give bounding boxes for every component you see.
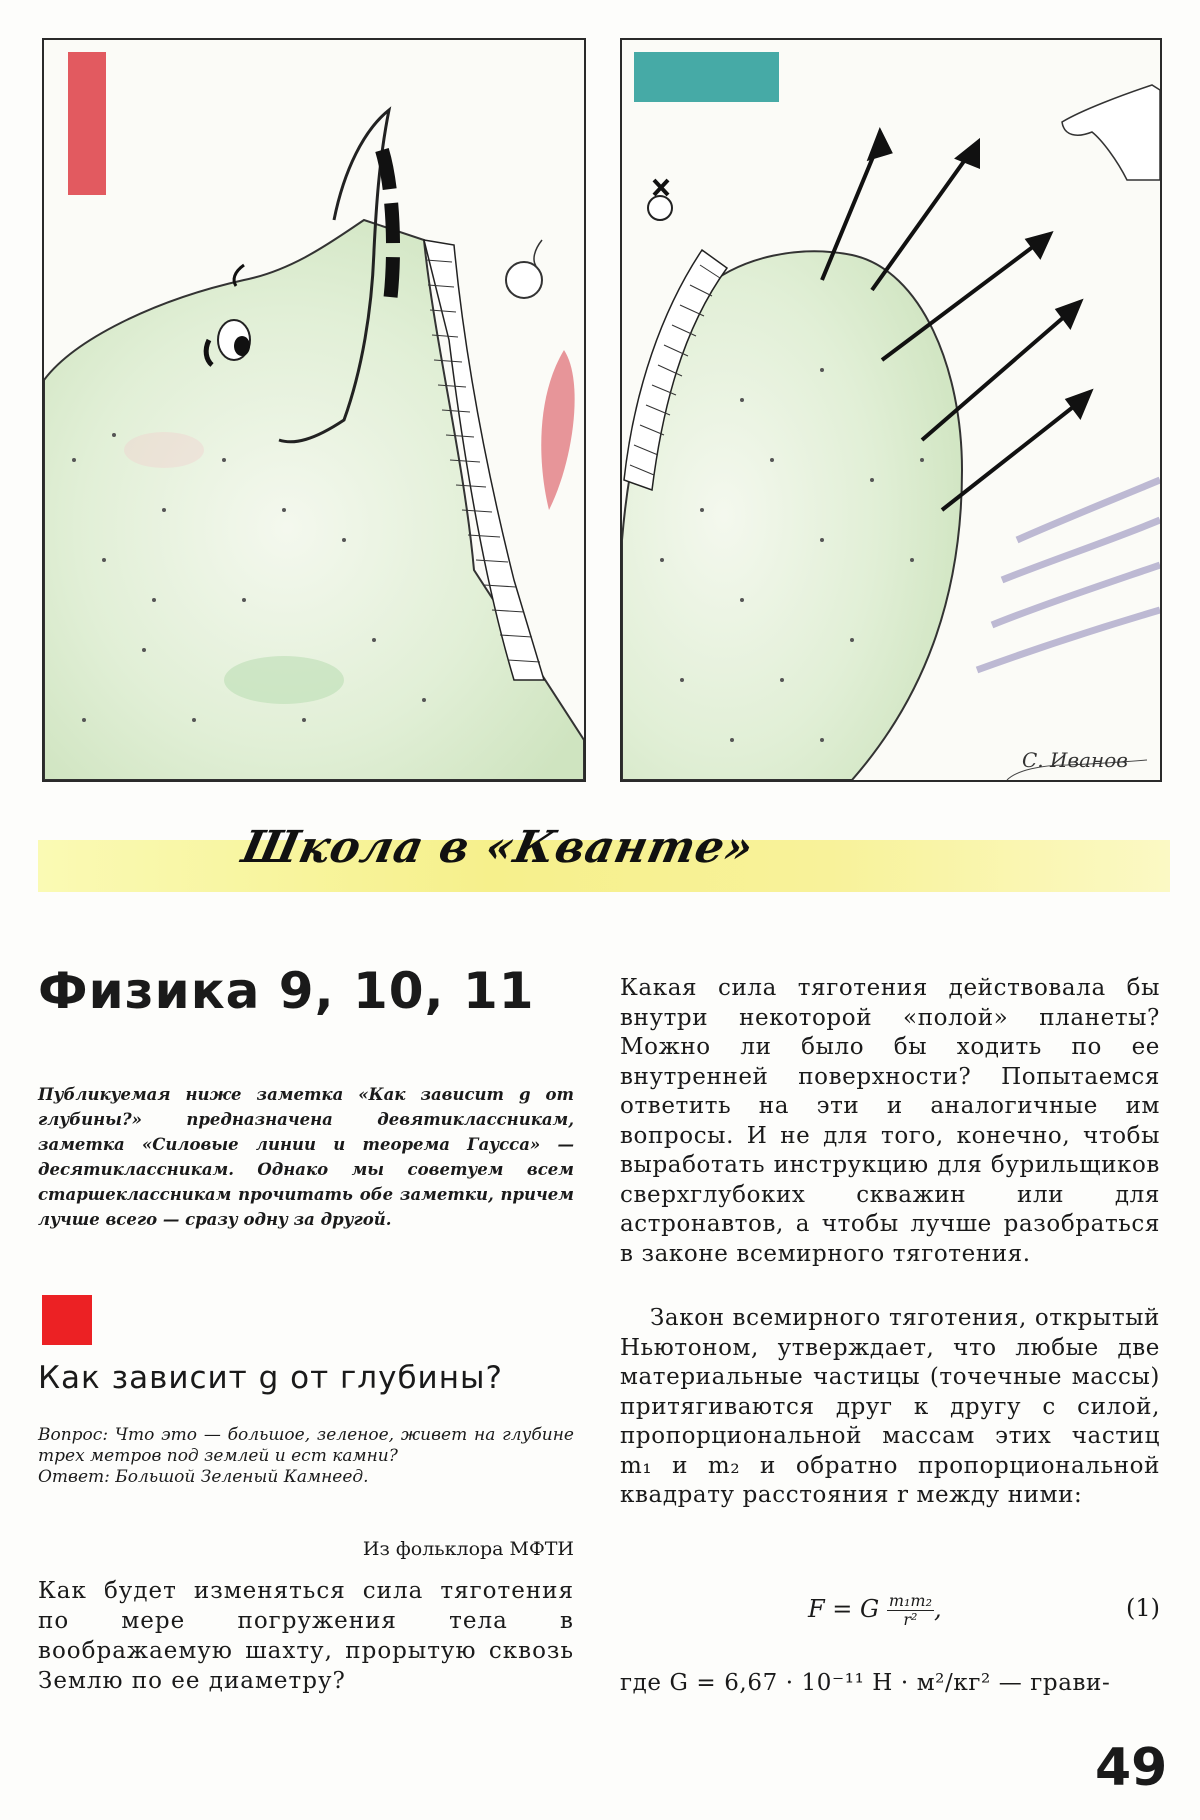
formula-denominator: r²	[903, 1610, 918, 1629]
epigraph-question: Вопрос: Что это — большое, зеленое, живет на глубине трех метров под землей и ест камни?	[38, 1425, 574, 1466]
intro-note: Публикуемая ниже заметка «Как зависит g от глубины?» предназначена девятиклассникам, заметка «Силовые линии и теорема Гаусса» — десятиклассникам. Однако мы советуем всем старшеклассникам прочитать обе заметки, причем лучше всего — сразу одну за другой.	[38, 1085, 574, 1229]
epigraph-source: Из фольклора МФТИ	[362, 1538, 574, 1560]
right-paragraph-1: Какая сила тяготения действовала бы внутри некоторой «полой» планеты? Можно ли было бы ходить по ее внутренней поверхности? Попытаемся ответить на эти и аналогичные им вопросы. И не для того, конечно, чтобы выработать инструкцию для бурильщиков сверхглубоких скважин или для астронавтов, а чтобы лучше разобраться в законе всемирного тяготения.	[620, 975, 1160, 1267]
epigraph-answer: Ответ: Большой Зеленый Камнеед.	[38, 1467, 369, 1487]
illustration-right-panel	[620, 38, 1162, 782]
section-banner	[38, 822, 1170, 892]
formula-comma: ,	[934, 1595, 942, 1623]
formula-lhs: F = G	[808, 1595, 880, 1623]
formula-number: (1)	[1126, 1594, 1160, 1622]
article-title: Как зависит g от глубины?	[38, 1360, 503, 1396]
formula-numerator: m₁m₂	[888, 1591, 933, 1610]
right-closing-line: где G = 6,67 · 10⁻¹¹ Н · м²/кг² — грави-	[620, 1670, 1111, 1696]
gravitation-formula	[620, 1588, 1160, 1648]
illustration-left-panel	[42, 38, 586, 782]
banner-title: Школа в «Кванте»	[237, 822, 759, 873]
artist-signature: С. Иванов	[1022, 748, 1128, 772]
red-square-marker	[42, 1295, 92, 1345]
page-number: 49	[1095, 1738, 1168, 1798]
left-body-text: Как будет изменяться сила тяготения по мере погружения тела в воображаемую шахту, прорытую сквозь Землю по ее диаметру?	[38, 1578, 574, 1694]
green-giant-eating-illustration	[44, 40, 584, 780]
right-paragraph-2: Закон всемирного тяготения, открытый Ньютоном, утверждает, что любые две материальные частицы (точечные массы) притягиваются друг к другу с силой, пропорциональной массам этих частиц m₁ и m₂ и обратно пропорциональной квадрату расстояния r между ними:	[620, 1305, 1160, 1508]
section-title: Физика 9, 10, 11	[38, 962, 535, 1020]
formula-fraction	[887, 1592, 934, 1629]
epigraph	[38, 1425, 574, 1488]
green-planet-arrows-illustration	[622, 40, 1160, 780]
